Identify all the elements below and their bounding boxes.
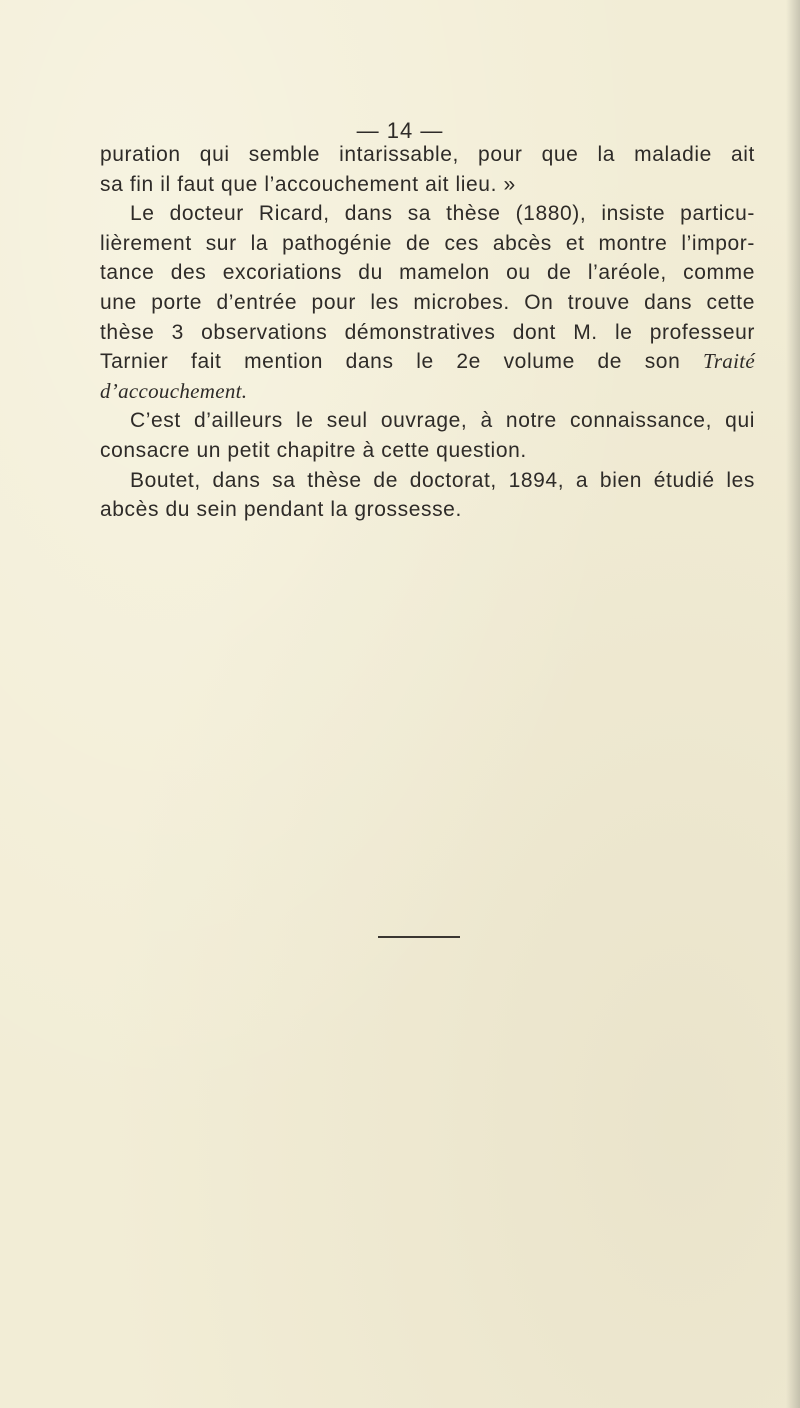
page-edge-shadow xyxy=(786,0,800,1408)
text-line: lièrement sur la pathogénie de ces abcès et montre l’impor- xyxy=(100,231,755,255)
text-line: une porte d’entrée pour les microbes. On trouve dans cette xyxy=(100,290,755,314)
text-line: abcès du sein pendant la grossesse. xyxy=(100,498,462,522)
text-line: Boutet, dans sa thèse de doctorat, 1894, a bien étudié les xyxy=(130,468,755,492)
text-line: consacre un petit chapitre à cette question. xyxy=(100,438,527,462)
text-line: tance des excoriations du mamelon ou de l’aréole, comme xyxy=(100,261,755,285)
text-line: sa fin il faut que l’accouchement ait lieu. » xyxy=(100,172,516,196)
text-segment: Tarnier fait mention dans le 2e volume de son xyxy=(100,350,704,374)
text-line: thèse 3 observations démonstratives dont M. le professeur xyxy=(100,320,755,344)
page-number: — 14 — xyxy=(356,118,444,143)
book-title-italic-continued: d’accouchement. xyxy=(100,378,248,403)
text-line-with-title xyxy=(100,347,755,377)
section-rule xyxy=(378,936,460,938)
text-line: C’est d’ailleurs le seul ouvrage, à notre connaissance, qui xyxy=(130,409,755,433)
book-title-italic: Traité xyxy=(703,349,755,374)
text-line: Le docteur Ricard, dans sa thèse (1880), insiste particu- xyxy=(130,202,755,226)
body-text xyxy=(100,140,755,525)
text-line: puration qui semble intarissable, pour que la maladie ait xyxy=(100,143,755,166)
